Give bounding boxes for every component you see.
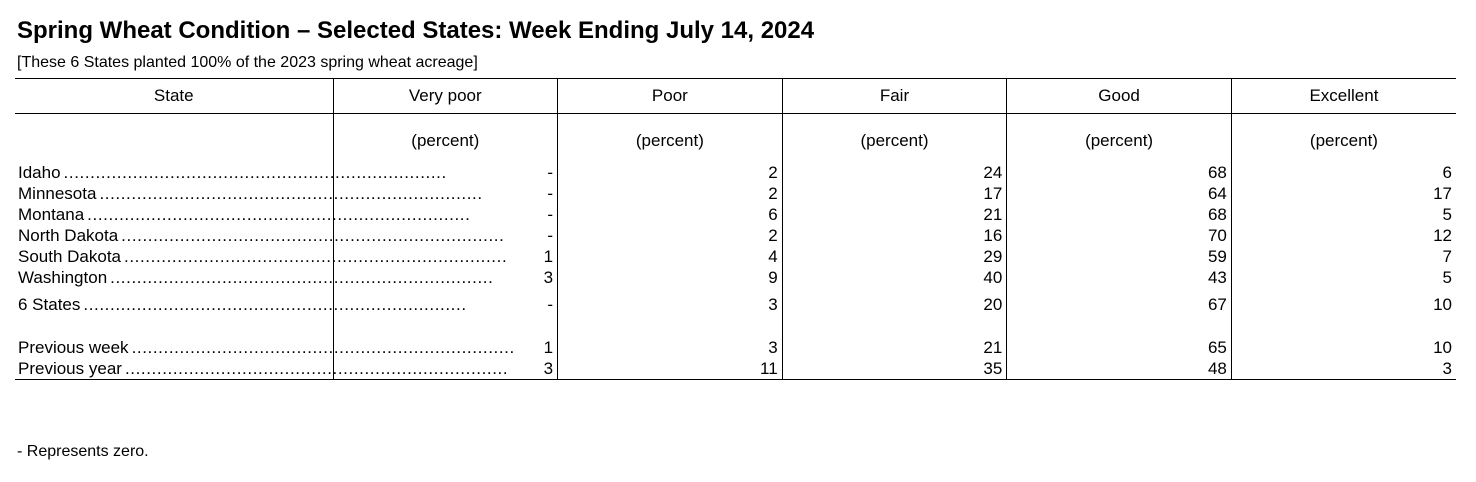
table-cell: 7 — [1231, 246, 1456, 267]
spacer-cell — [558, 322, 783, 337]
row-label — [15, 225, 505, 246]
table-cell: 21 — [782, 337, 1007, 358]
table-cell: 20 — [782, 288, 1007, 322]
row-label — [15, 267, 494, 288]
table-row — [15, 204, 1456, 225]
table-cell: 12 — [1231, 225, 1456, 246]
table-cell: 65 — [1007, 337, 1232, 358]
column-header-poor: Poor — [558, 79, 783, 114]
row-label — [15, 358, 509, 380]
spacer-cell — [1231, 322, 1456, 337]
column-header-good: Good — [1007, 79, 1232, 114]
table-cell: - — [333, 162, 558, 183]
state-name: Minnesota — [18, 183, 99, 204]
table-cell: 9 — [558, 267, 783, 288]
table-cell: 4 — [558, 246, 783, 267]
state-name: Idaho — [18, 162, 64, 183]
table-cell: 6 — [1231, 162, 1456, 183]
table-cell: 67 — [1007, 288, 1232, 322]
table-cell: 11 — [558, 358, 783, 380]
table-cell: - — [333, 288, 558, 322]
spacer-cell — [1007, 322, 1232, 337]
table-cell: 5 — [1231, 204, 1456, 225]
leader-dots: ........................................................................ — [124, 359, 509, 378]
table-row — [15, 246, 1456, 267]
unit-cell: (percent) — [1231, 114, 1456, 163]
table-cell: 5 — [1231, 267, 1456, 288]
leader-dots: ........................................................................ — [87, 205, 471, 224]
table-cell: 43 — [1007, 267, 1232, 288]
row-label — [15, 183, 483, 204]
table-cell: 1 — [333, 337, 558, 358]
leader-dots: ........................................................................ — [110, 268, 494, 287]
table-cell: 24 — [782, 162, 1007, 183]
spacer-cell — [333, 322, 558, 337]
column-header-state: State — [15, 79, 333, 114]
leader-dots: ........................................................................ — [131, 338, 515, 357]
table-cell: 21 — [782, 204, 1007, 225]
table-cell: 68 — [1007, 204, 1232, 225]
units-row — [15, 114, 1456, 163]
table-cell: 48 — [1007, 358, 1232, 380]
table-cell: 3 — [1231, 358, 1456, 380]
table-cell: 68 — [1007, 162, 1232, 183]
table-cell: 2 — [558, 162, 783, 183]
header-row — [15, 79, 1456, 114]
comparison-name: Previous week — [18, 337, 132, 358]
table-cell: 3 — [558, 337, 783, 358]
table-cell: 10 — [1231, 337, 1456, 358]
table-cell: 3 — [333, 358, 558, 380]
column-header-excellent: Excellent — [1231, 79, 1456, 114]
state-name: Washington — [18, 267, 110, 288]
row-label — [15, 162, 447, 183]
table-cell: 64 — [1007, 183, 1232, 204]
table-cell: 17 — [782, 183, 1007, 204]
table-cell: 70 — [1007, 225, 1232, 246]
leader-dots: ........................................................................ — [99, 184, 483, 203]
table-row — [15, 162, 1456, 183]
leader-dots: ........................................................................ — [124, 247, 508, 266]
row-label — [15, 246, 508, 267]
condition-table — [15, 78, 1456, 380]
spacer-cell — [15, 322, 333, 337]
total-row — [15, 288, 1456, 322]
table-cell: 35 — [782, 358, 1007, 380]
leader-dots: ........................................................................ — [121, 226, 505, 245]
leader-dots: ........................................................................ — [63, 163, 447, 182]
leader-dots: ........................................................................ — [83, 295, 467, 314]
table-cell: 6 — [558, 204, 783, 225]
table-cell: - — [333, 183, 558, 204]
table-cell: 10 — [1231, 288, 1456, 322]
unit-cell: (percent) — [558, 114, 783, 163]
unit-cell: (percent) — [333, 114, 558, 163]
table-cell: 29 — [782, 246, 1007, 267]
total-name: 6 States — [18, 288, 83, 322]
table-row — [15, 267, 1456, 288]
footnote: - Represents zero. — [17, 443, 149, 460]
state-name: South Dakota — [18, 246, 124, 267]
unit-cell — [15, 114, 333, 163]
table-cell: 17 — [1231, 183, 1456, 204]
table-cell: 1 — [333, 246, 558, 267]
column-header-fair: Fair — [782, 79, 1007, 114]
column-header-very-poor: Very poor — [333, 79, 558, 114]
spacer-cell — [782, 322, 1007, 337]
comparison-name: Previous year — [18, 358, 125, 379]
table-cell: 3 — [558, 288, 783, 322]
state-name: North Dakota — [18, 225, 121, 246]
table-row — [15, 337, 1456, 358]
unit-cell: (percent) — [1007, 114, 1232, 163]
table-row — [15, 183, 1456, 204]
table-cell: - — [333, 204, 558, 225]
table-cell: 3 — [333, 267, 558, 288]
report-subtitle: [These 6 States planted 100% of the 2023 spring wheat acreage] — [17, 54, 478, 71]
row-label — [15, 337, 515, 358]
table-cell: 40 — [782, 267, 1007, 288]
row-label — [15, 204, 471, 225]
row-label — [15, 288, 467, 322]
spacer-row — [15, 322, 1456, 337]
state-name: Montana — [18, 204, 87, 225]
table-cell: 2 — [558, 183, 783, 204]
table-row — [15, 358, 1456, 380]
table-cell: - — [333, 225, 558, 246]
table-cell: 59 — [1007, 246, 1232, 267]
table-row — [15, 225, 1456, 246]
table-cell: 16 — [782, 225, 1007, 246]
report-title: Spring Wheat Condition – Selected States: Week Ending July 14, 2024 — [17, 17, 815, 44]
table-cell: 2 — [558, 225, 783, 246]
unit-cell: (percent) — [782, 114, 1007, 163]
